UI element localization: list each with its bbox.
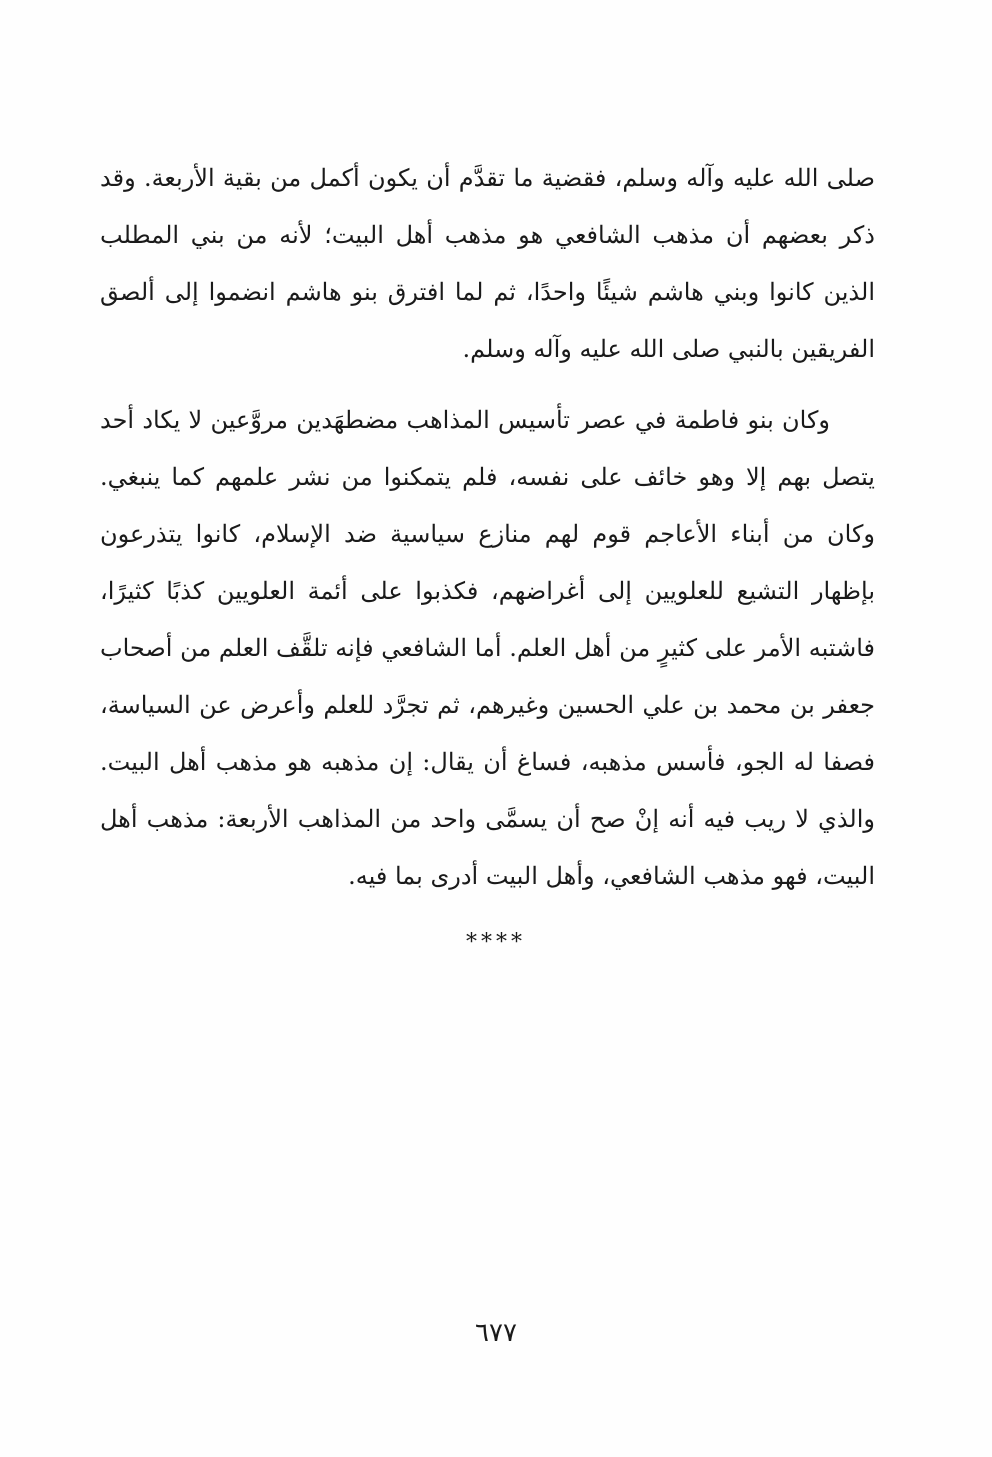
paragraph-2: وكان بنو فاطمة في عصر تأسيس المذاهب مضطهَدين مروَّعين لا يكاد أحد يتصل بهم إلا وهو خائف على نفسه، فلم يتمكنوا من نشر علمهم كما ينبغي. وكان من أبناء الأعاجم قوم لهم منازع سياسية ضد الإسلام، كانوا يتذرعون بإظهار التشيع للعلويين إلى أغراضهم، فكذبوا على أئمة العلويين كذبًا كثيرًا، فاشتبه الأمر على كثيرٍ من أهل العلم. أما الشافعي فإنه تلقَّف العلم من أصحاب جعفر بن محمد بن علي الحسين وغيرهم، ثم تجرَّد للعلم وأعرض عن السياسة، فصفا له الجو، فأسس مذهبه، فساغ أن يقال: إن مذهبه هو مذهب أهل البيت. والذي لا ريب فيه أنه إنْ صح أن يسمَّى واحد من المذاهب الأربعة: مذهب أهل البيت، فهو مذهب الشافعي، وأهل البيت أدرى بما فيه. (100, 406, 875, 890)
body-text (100, 150, 875, 905)
page-number: ٦٧٧ (475, 1318, 517, 1348)
section-separator: **** (466, 930, 526, 955)
paragraph-1: صلى الله عليه وآله وسلم، فقضية ما تقدَّم أن يكون أكمل من بقية الأربعة. وقد ذكر بعضهم أن مذهب الشافعي هو مذهب أهل البيت؛ لأنه من بني المطلب الذين كانوا وبني هاشم شيئًا واحدًا، ثم لما افترق بنو هاشم انضموا إلى ألصق الفريقين بالنبي صلى الله عليه وآله وسلم. (100, 164, 875, 363)
